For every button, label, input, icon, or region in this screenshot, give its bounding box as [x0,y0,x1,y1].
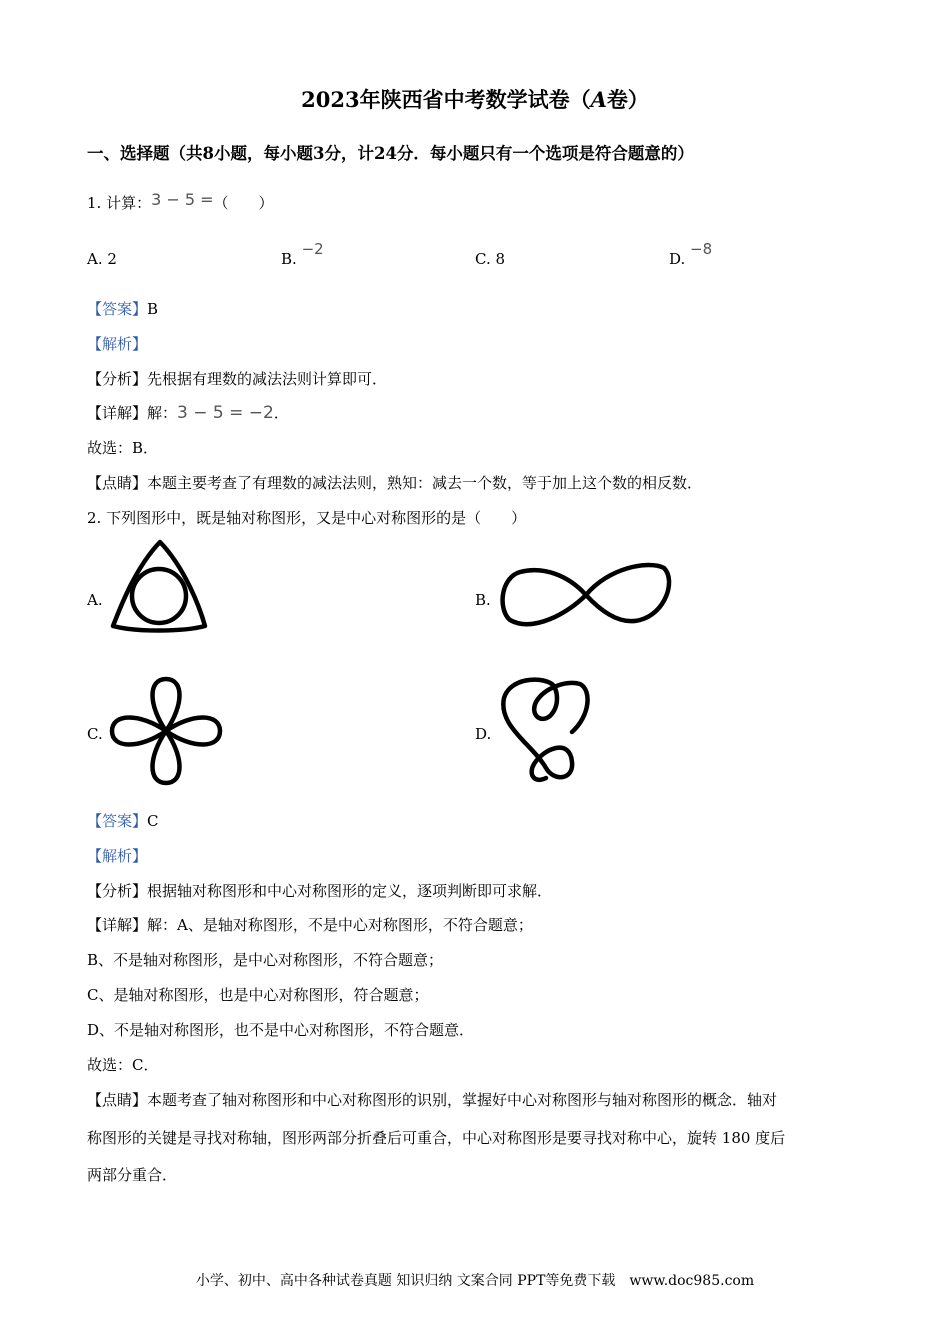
q2-analysis-heading: 【解析】 [87,847,148,865]
section-heading: 一、选择题（共8小题，每小题3分，计24分．每小题只有一个选项是符合题意的） [87,144,694,163]
q2-dianjing-line-3: 两部分重合． [87,1166,178,1184]
q2-option-c-label: C. [87,725,103,743]
q2-dianjing-line-1: 【点睛】本题考查了轴对称图形和中心对称图形的识别，掌握好中心对称图形与轴对称图形的概念．轴对 [87,1091,778,1109]
q2-option-a-label: A. [87,591,103,609]
q2-option-d-label: D. [475,725,492,743]
q1-option-d: D. −8 [669,240,713,268]
q1-choose: 故选：B． [87,439,159,457]
q1-answer: 【答案】B [87,300,159,318]
q1-option-c: C. 8 [475,250,506,268]
q1-expression: 3 − 5 = [151,190,214,209]
q2-dianjing-line-2: 称图形的关键是寻找对称轴，图形两部分折叠后可重合，中心对称图形是要寻找对称中心，旋转 180 度后 [87,1129,786,1147]
four-petal-flower-figure [108,675,224,787]
q2-xiangjie-line-4: D、不是轴对称图形，也不是中心对称图形，不符合题意． [87,1021,475,1039]
q1-stem: 1. 计算：3 − 5 =（ ） [87,190,274,212]
q2-stem: 2. 下列图形中，既是轴对称图形，又是中心对称图形的是（ ） [87,509,527,527]
q1-fenxi: 【分析】先根据有理数的减法法则计算即可． [87,370,388,388]
page-footer [0,1270,950,1290]
page-title: 2023年陕西省中考数学试卷（A卷） [301,87,649,112]
q1-dianjing: 【点睛】本题主要考查了有理数的减法法则，熟知：减去一个数，等于加上这个数的相反数． [87,474,703,492]
infinity-loop-figure [498,558,673,633]
q2-xiangjie-line-3: C、是轴对称图形，也是中心对称图形，符合题意； [87,986,429,1004]
triquetra-knot-figure [105,538,215,636]
q1-option-b: B. −2 [281,240,324,268]
q1-xiangjie: 【详解】解：3 − 5 = −2． [87,403,289,423]
footer-url[interactable]: www.doc985.com [629,1273,755,1289]
q2-answer: 【答案】C [87,812,159,830]
q2-xiangjie-line-1: 【详解】解：A、是轴对称图形，不是中心对称图形，不符合题意； [87,916,533,934]
irregular-loop-figure [496,676,594,786]
footer-text: 小学、初中、高中各种试卷真题 知识归纳 文案合同 PPT等免费下载 [195,1273,616,1289]
q2-fenxi: 【分析】根据轴对称图形和中心对称图形的定义，逐项判断即可求解． [87,882,553,900]
q1-option-a: A. 2 [87,250,117,268]
q1-analysis-heading: 【解析】 [87,335,148,353]
q2-xiangjie-line-2: B、不是轴对称图形，是中心对称图形，不符合题意； [87,951,444,969]
q2-option-b-label: B. [475,591,491,609]
q2-choose: 故选：C． [87,1056,159,1074]
